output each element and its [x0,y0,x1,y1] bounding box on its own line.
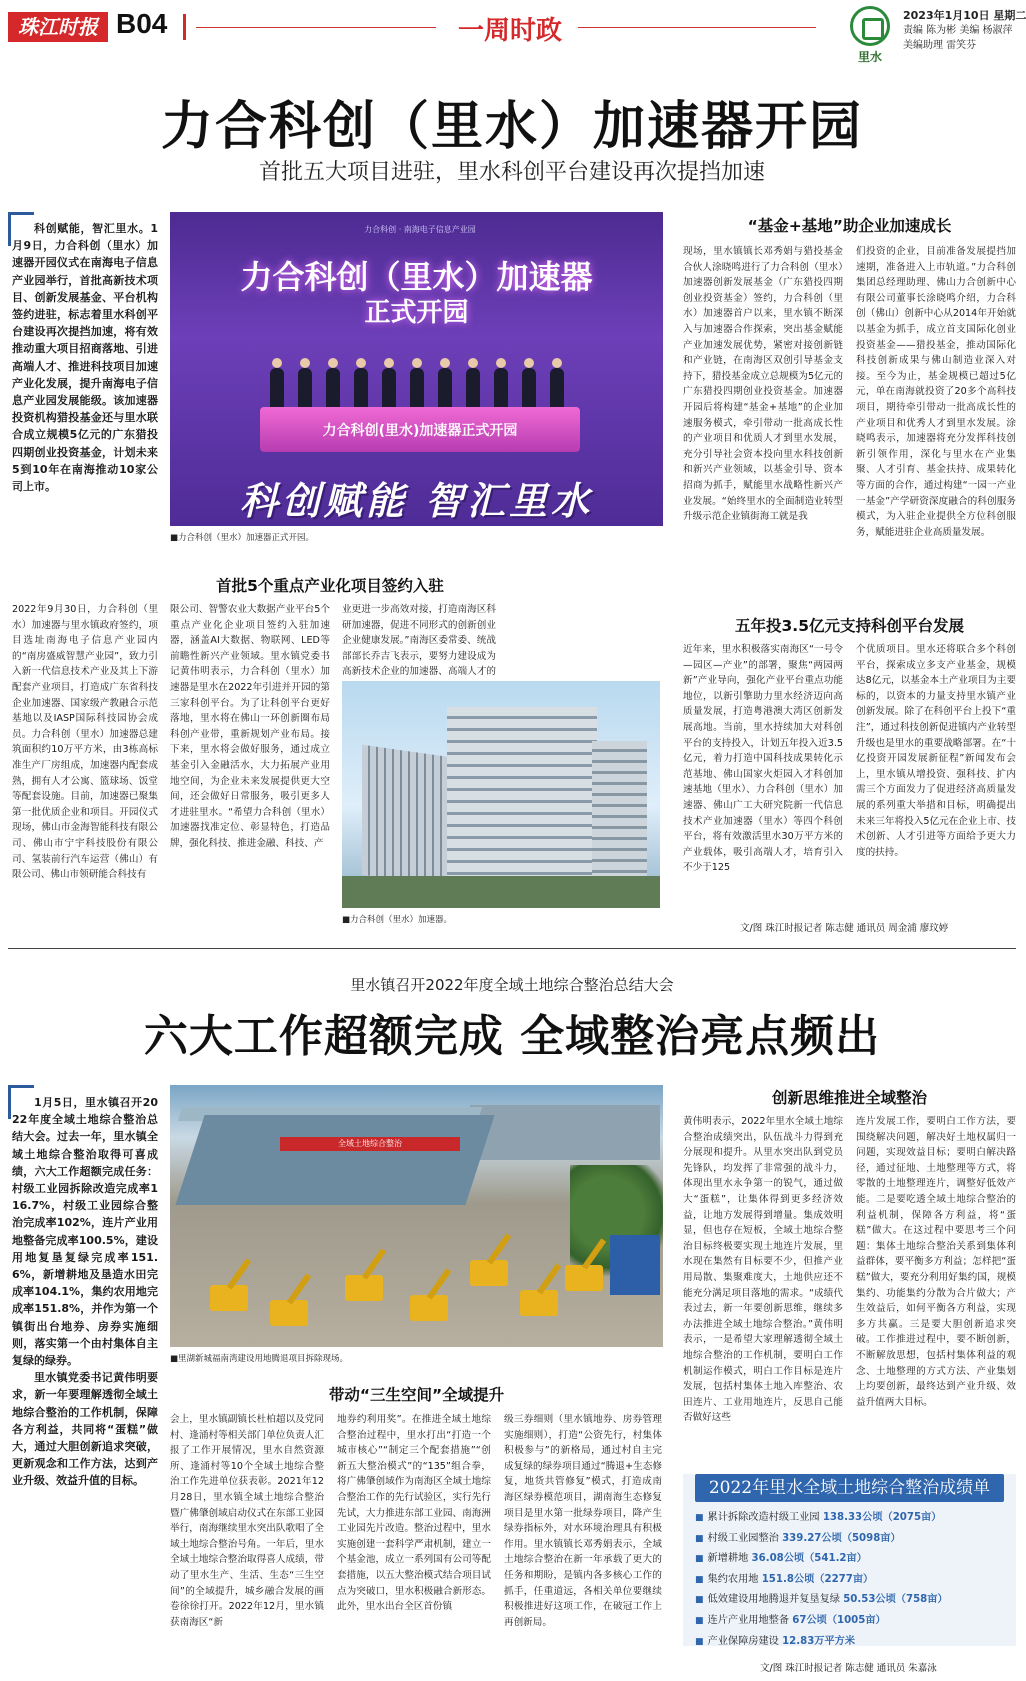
accelerator-building-photo [342,681,660,908]
story1-fund-title: “基金+基地”助企业加速成长 [747,217,952,235]
story2-col3: 级三券细则（里水镇地券、房券管理实施细则），打造“公资先行，村集体积极参与”的新格局，通过村自主完成复绿的绿券项目通过“腾退+生态修复，地货共管修复”模式，打造成南海区绿券模范项目，湖南海生态修复项目是里水第一批绿券项目，降产生绿券指标外，对水环境治理具有积极作用。里水镇镇长邓秀娟表示，全域土地综合整治在新一年承载了更大的任务和期盼，是镇内各多核心工作的抓手，任重道远，各相关单位要继续积极推进好这项工作，在破冠工作上再创新局。 [504,1414,662,1628]
blue-tent [610,1235,660,1295]
story2-byline: 文/图 珠江时报记者 陈志健 通讯员 朱嘉泳 [760,1663,937,1674]
launch-screen-subtitle: 正式开园 [364,298,469,328]
story2-innovation-title: 创新思维推进全域整治 [771,1089,927,1107]
story1-section1-col2: 限公司、智警农业大数据产业平台5个重点产业化企业项目签约入驻加速器，涵盖AI大数据、物联网、LED等前瞻性新兴产业领域。里水镇党委书记黄伟明表示，力合科创（里水）加速器是里水在2022年引进并开园的第三家科创平台。为了让科创平台更好落地，里水将在佛山一环创新圈布局科创产业带，重新规划产业布局。接下来，里水将会做好服务，通过成立基金引入金融活水，大力拓展产业用地空间，为企业未来发展提供更大空间，还会做好日常服务，吸引更多人才进驻里水。“希望力合科创（里水）加速器找准定位、彰显特色，打造品牌，强化科技、推进金融、科技、产 [170,604,330,849]
story2-headline: 六大工作超额完成 全域整治亮点频出 [143,1011,881,1062]
story2-kicker: 里水镇召开2022年度全域土地综合整治总结大会 [350,976,674,994]
story1-invest-title: 五年投3.5亿元支持科创平台发展 [735,617,964,635]
town-name: 里水 [857,50,882,64]
story1-fund-col1: 现场，里水镇镇长邓秀娟与猎投基金合伙人涂晓鸣进行了力合科创（里水）加速器创新发展基金（广东猎投四期创业投资基金）签约，力合科创（里水）加速器首户以来，里水镇不断深入与加速器合作探索，突出基金赋能产业加速发展优势，紧密对接创新链和产业链，在南海区双创引导基金支持下，猎投基金成立总规模为5亿元的广东猎投四期创业投资基金。加速器开园后将构建“基金+基地”的企业加速服务模式，牵引带动一批高成长性的产业项目和优质人才到里水发展，充分引导社会资本投向里水科技创新和新兴产业领域，以基金引导、资本招商为抓手，赋能里水战略性新兴产业发展。“始终里水的全面制造业转型升级示范企业镇街海工就是我 [683,246,843,523]
site-banner: 全域土地综合整治 [280,1137,460,1151]
section-name: 一周时政 [457,16,562,46]
story1-subhead: 首批五大项目进驻，里水科创平台建设再次提挡加速 [258,160,765,185]
story1-section1-col3b [508,602,660,672]
scorecard-item: ■ 新增耕地 36.08公顷（541.2亩） [695,1549,1013,1570]
scorecard-item: ■ 集约农用地 151.8公顷（2277亩） [695,1570,1013,1591]
story1-section1-col3: 业更进一步高效对接，打造南海区科研加速器，促进不同形式的创新创业企业健康发展。”南海区委常委、统战部部长乔吉飞表示，要努力建设成为高新技术企业的加速器、高端人才的 [342,604,496,678]
scorecard-item: ■ 累计拆除改造村级工业园 138.33公顷（2075亩） [695,1508,1013,1529]
story1-invest-col2: 个优质项目。里水还将联合多个科创平台，探索成立多支产业基金，规模达8亿元，以基金本土产业项目为主要标的，以资本的力量支持里水镇产业创新发展。除了在科创平台上投下“重注”，通过科技创新促进镇内产业转型升级也是里水的重要战略部署。在“十亿投资开园发展新征程”新闻发布会上，里水镇从增投资、强科技、扩内需三个方面发力了促进经济高质量发展的系列重大举措和目标，明确提出未来三年将投入5亿元在企业上市、技术创新、人才引进等方面给予更大力度的扶持。 [856,644,1016,858]
story1-invest-col1: 近年来，里水积极落实南海区“一号令—园区—产业”的部署，聚焦“两园两新”产业导向，强化产业平台重点功能地位，以新引擎助力里水经济迈向高质量发展，打造粤港澳大湾区创新发展高地。当前，里水持续加大对科创平台的支持投入，计划五年投入近3.5亿元，着力打造中国科技成果转化示范基地、佛山国家火炬园入才科创加速基地（里水）、力合科创（里水）加速器、佛山广工大研究院新一代信息技术产业加速器（里水）等四个科创平台，将有效激活里水30万平方米的产业载体，吸引高端人才，培育引入不少于125 [683,644,843,874]
scorecard-list [695,1508,1013,1652]
story1-lede: 科创赋能，智汇里水。1月9日，力合科创（里水）加速器开园仪式在南海电子信息产业园举行，首批高新技术项目、创新发展基金、平台机构签约进驻，标志着里水科创平台建设再次提挡加速，将有效推动重大项目招商落地、引进高端人才、推进科技项目加速产业化发展，提升南海电子信息产业园发展能级。该加速器投资机构猎投基金还与里水联合成立规模5亿元的广东猎投四期创业投资基金，计划未来5到10年在南海推动10家公司上市。 [12,222,158,494]
guests-on-stage [260,362,580,412]
scorecard-box [683,1474,1016,1646]
scorecard-title: 2022年里水全域土地综合整治成绩单 [695,1474,1004,1502]
building-annex [592,741,647,881]
demolition-site-photo [170,1085,663,1347]
editor-credit: 责编 陈为彬 美编 杨淑萍 [903,25,1013,36]
launch-slogan: 科创赋能 智汇里水 [239,479,594,523]
launch-sponsor-logos: 力合科创 · 南海电子信息产业园 [364,225,476,234]
ground-lawn [342,876,660,908]
story1-headline: 力合科创（里水）加速器开园 [160,96,863,157]
excavator-icon [210,1285,248,1311]
building-wing [362,745,452,888]
excavator-icon [470,1260,508,1286]
story2-lede-p1: 1月5日，里水镇召开2022年度全域土地综合整治总结大会。过去一年，里水镇全域土地综合整治取得可喜成绩，六大工作超额完成任务：村级工业园拆除改造完成率116.7%，村级工业园综合整治完成率102%，连片产业用地整备完成率100.5%，建设用地复垦复绿完成率151.6%，新增耕地及垦造水田完成率104.1%，集约农用地完成率151.8%，并作为第一个镇街出台地券、房券实施细则，落实第一个由村集体自主复绿的绿券。 [12,1096,158,1368]
launch-ceremony-photo [170,212,663,526]
page-number-divider [183,14,186,40]
story2-section-title: 带动“三生空间”全域提升 [328,1386,505,1404]
story2-innovation-col2: 连片发展工作，要明白工作方法，要围绕解决问题，解决好土地权属归一问题，实现效益目标；要明白解决路径，通过征地、土地整理等方式，将零散的土地整理连片，调整好低效产能。二是要吃透全域土地综合整治的利益机制，保障各方利益，将“蛋糕”做大。在这过程中要思考三个问题：集体土地综合整治关系到集体利益群体，要平衡多方利益；怎样把“蛋糕”做大，要充分利用好集约国，规模集约、功能集约分散为合片做大；产生效益后，如何平衡各方利益，实现多方共赢。三是要大胆创新追求突破。工作推进过程中，要不断创新，不断解放思想，包括村集体利益的观念、土地整理的方式方法、产业集划上均要创新，最终达到产业升级、效益升值两大目标。 [856,1116,1016,1408]
masthead-logo: 珠江时报 [8,12,108,42]
story1-section1-col1: 2022年9月30日，力合科创（里水）加速器与里水镇政府签约，项目选址南海电子信息产业园内的“南房盛威智慧产业园”，致力引入新一代信息技术产业及其上下游配套产业项目，打造成广东省科技企业加速器、国家级产教融合示范基地以及IASP国际科技园协会成员。力合科创（里水）加速器总建筑面积约10万平方米，由3栋高标准生产厂房组成，加速器内配套成熟，拥有人才公寓、篮球场、饭堂等配套设施。目前，加速器已聚集第一批优质企业和项目。开园仪式现场，佛山市金海智能科技有限公司、佛山市宁宇科技股份有限公司、氢装前行汽车运营（佛山）有限公司、佛山市领研能合科技有 [12,604,158,881]
story2-col1: 会上，里水镇副镇长杜柏超以及党同村、逢涌村等相关部门单位负责人汇报了工作开展情况，里水自然资源所、逢涌村等10个全域土地综合整治工作先进单位获表彰。2021年12月28日，里水镇全域土地综合整治暨广佛肇创域启动仪式在东部工业园举行，南海继续里水突出队歌唱了全域土地综合整治号角。一年后，里水全域土地综合整治取得喜人成绩，带动了里水生产、生活、生态“三生空间”的全域提升，城乡融合发展的画卷徐徐打开。2022年12月，里水镇获南海区“新 [170,1414,324,1628]
excavator-icon [345,1275,383,1301]
header-rule-left [196,27,436,28]
scorecard-item: ■ 连片产业用地整备 67公顷（1005亩） [695,1611,1013,1632]
header-rule-right [578,27,816,28]
scorecard-item: ■ 产业保障房建设 12.83万平方米 [695,1632,1013,1653]
demolition-photo-caption: ■里湖新城福南湾建设用地腾退项目拆除现场。 [170,1354,349,1364]
excavator-icon [410,1295,448,1321]
assistant-credit: 美编助理 雷笑芬 [903,40,977,51]
page-number: B04 [116,8,168,39]
story1-fund-col2: 们投资的企业，目前准备发展提挡加速期，准备进入上市轨道。”力合科创集团总经理助理、佛山力合创新中心有限公司董事长涂晓鸣介绍，力合科创（佛山）创新中心从2014年开始就以基金为抓手，成立首支国际化创业投资基金——猎投基金，推动国际化科技创新成果与佛山制造业深入对接。至今为止，基金规模已超过5亿元，单在南海就投资了20多个高科技项目，期待牵引带动一批高成长性的产业项目和优秀人才到里水发展。涂晓鸣表示，加速器将充分发挥科技创新引领作用，深化与里水在产业集聚、人才引育、基金扶持、成果转化等方面的合作，通过构建“一园一产业一基金”产学研资深度融合的科创服务模式，为入驻企业提供全方位科创服务，赋能进驻企业高质量发展。 [856,246,1016,538]
launch-photo-caption: ■力合科创（里水）加速器正式开园。 [170,533,315,543]
story1-section1-title: 首批5个重点产业化项目签约入驻 [216,577,444,595]
warehouse-building [470,1105,660,1160]
story2-lede [12,1094,158,1662]
issue-date: 2023年1月10日 星期二 [903,9,1026,22]
story-divider [8,948,1016,949]
town-emblem-icon [850,6,890,46]
excavator-icon [520,1290,558,1316]
factory-shed [175,1115,494,1205]
story2-col2: 地券约利用奖”。在推进全域土地综合整治过程中，里水打出“打造一个城市核心”“制定三个配套措施”“创新五大整治模式”的“135”组合拳，将广佛肇创域作为南海区全域土地综合整治工作的先行试验区，实行先行先试，大力推进东部工业园、南海洲工业园先片改造。整治过程中，里水实施创建一套科学严肃机制，建立一个基金池，成立一系列国有公司等配套措施，以五大整治模式结合项目试点为突破口，里水积极融合新形态。此外，里水出台全区首份镇 [337,1414,491,1613]
issue-meta [903,8,1026,53]
story1-byline: 文/图 珠江时报记者 陈志健 通讯员 周金浦 廖玟婷 [740,923,949,934]
building-photo-caption: ■力合科创（里水）加速器。 [342,915,453,925]
excavator-icon [565,1265,603,1291]
scorecard-item: ■ 村级工业园整治 339.27公顷（5098亩） [695,1529,1013,1550]
scorecard-item: ■ 低效建设用地腾退并复垦复绿 50.53公顷（758亩） [695,1590,1013,1611]
building-main [447,707,597,877]
story2-innovation-col1: 黄伟明表示，2022年里水全域土地综合整治成绩突出，队伍战斗力得到充分展现和提升。从里水突出队到党员先锋队，均发挥了非常强的战斗力，体现出里水永争第一的锐气，通过做大“蛋糕”，让集体得到更多经济效益，让地方发展得到增量。集成效明显，但也存在短板，全域土地综合整治目标终极要实现土地连片发展，里水现在集然有目标要不少，但推产业用局散、集聚难度大，土地供应还不能充分满足项目落地的需求。“成绩代表过去，新一年要创新思维，继续多办法推进全域土地综合整治。”黄伟明表示，一是希望大家理解透彻全域土地综合整治的工作机制，要明白工作机制运作模式，明白工作目标是连片发展，包括村集体土地入库整治、农田连片、工业用地连片，反思自己能否做好这些 [683,1116,843,1424]
launch-stage-text: 力合科创(里水)加速器正式开园 [322,423,518,439]
excavator-icon [270,1300,308,1326]
page-header [0,0,1024,78]
launch-screen-title: 力合科创（里水）加速器 [240,258,593,296]
story2-lede-p2: 里水镇党委书记黄伟明要求，新一年要理解透彻全域土地综合整治的工作机制，保障各方利益，共同将“蛋糕”做大，通过大胆创新追求突破，更新观念和工作方法，达到产业升级、效益升值的目标。 [12,1371,158,1488]
